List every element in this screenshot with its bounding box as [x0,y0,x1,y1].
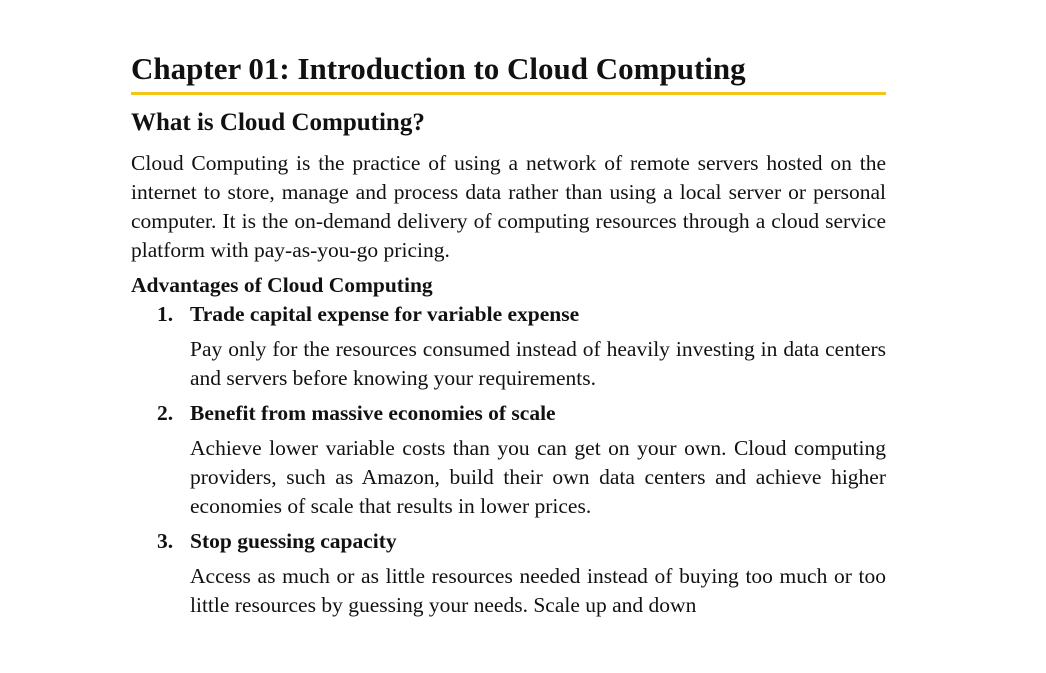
advantages-list [131,300,886,620]
advantage-description: Achieve lower variable costs than you can get on your own. Cloud computing providers, such as Amazon, build their own data centers and achieve higher economies of scale that results in lower prices. [190,436,886,518]
advantage-title: Trade capital expense for variable expense [190,302,580,326]
advantage-number: 2. [157,401,174,425]
advantages-heading: Advantages of Cloud Computing [131,273,433,297]
advantage-title: Benefit from massive economies of scale [190,401,556,425]
advantage-description: Pay only for the resources consumed instead of heavily investing in data centers and servers before knowing your requirements. [190,337,886,390]
document-page [131,50,886,626]
advantage-item-3 [131,527,886,620]
advantage-title: Stop guessing capacity [190,529,397,553]
chapter-title: Chapter 01: Introduction to Cloud Computing [131,50,886,95]
advantage-item-1 [131,300,886,393]
advantage-description: Access as much or as little resources needed instead of buying too much or too little resources by guessing your needs. Scale up and down [190,564,886,617]
intro-paragraph: Cloud Computing is the practice of using a network of remote servers hosted on the internet to store, manage and process data rather than using a local server or personal computer. It is the on-demand delivery of computing resources through a cloud service platform with pay-as-you-go pricing. [131,151,886,262]
advantage-number: 3. [157,529,174,553]
advantage-number: 1. [157,302,174,326]
advantage-item-2 [131,399,886,521]
section-heading: What is Cloud Computing? [131,109,425,136]
